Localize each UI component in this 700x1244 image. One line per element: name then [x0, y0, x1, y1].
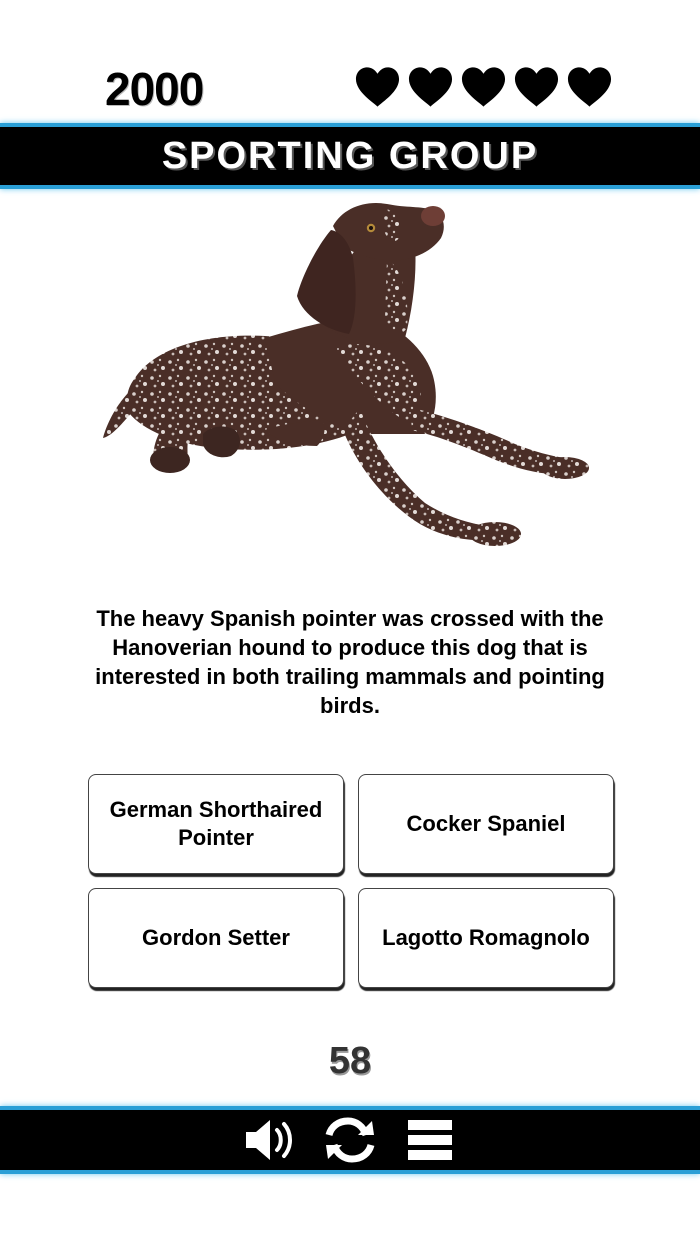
- category-banner: [0, 123, 700, 189]
- countdown-timer: 58: [328, 1040, 372, 1082]
- answer-label: Lagotto Romagnolo: [382, 925, 590, 950]
- clue-text: The heavy Spanish pointer was crossed with the Hanoverian hound to produce this dog that is interested in both trailing mammals and pointing birds.: [95, 606, 605, 718]
- heart-icon: [513, 66, 560, 108]
- sound-button[interactable]: [242, 1115, 298, 1165]
- heart-icon: [407, 66, 454, 108]
- answer-button-2[interactable]: [358, 774, 614, 874]
- lives-indicator: [354, 66, 613, 108]
- restart-button[interactable]: [322, 1115, 378, 1165]
- heart-icon: [460, 66, 507, 108]
- category-title: SPORTING GROUP: [161, 134, 539, 177]
- refresh-icon: [322, 1115, 378, 1165]
- answer-label: Cocker Spaniel: [406, 811, 566, 836]
- dog-illustration: [95, 198, 605, 558]
- score-display: 2000: [105, 63, 204, 115]
- bottom-toolbar: [0, 1106, 700, 1174]
- answer-label: German Shorthaired Pointer: [109, 797, 323, 850]
- answer-button-1[interactable]: [88, 774, 344, 874]
- menu-icon: [406, 1118, 454, 1162]
- answer-button-4[interactable]: [358, 888, 614, 988]
- answer-grid: [88, 774, 614, 988]
- answer-button-3[interactable]: [88, 888, 344, 988]
- speaker-icon: [244, 1116, 296, 1164]
- answer-label: Gordon Setter: [142, 925, 290, 950]
- heart-icon: [566, 66, 613, 108]
- heart-icon: [354, 66, 401, 108]
- dog-photo: [95, 198, 605, 558]
- menu-button[interactable]: [402, 1115, 458, 1165]
